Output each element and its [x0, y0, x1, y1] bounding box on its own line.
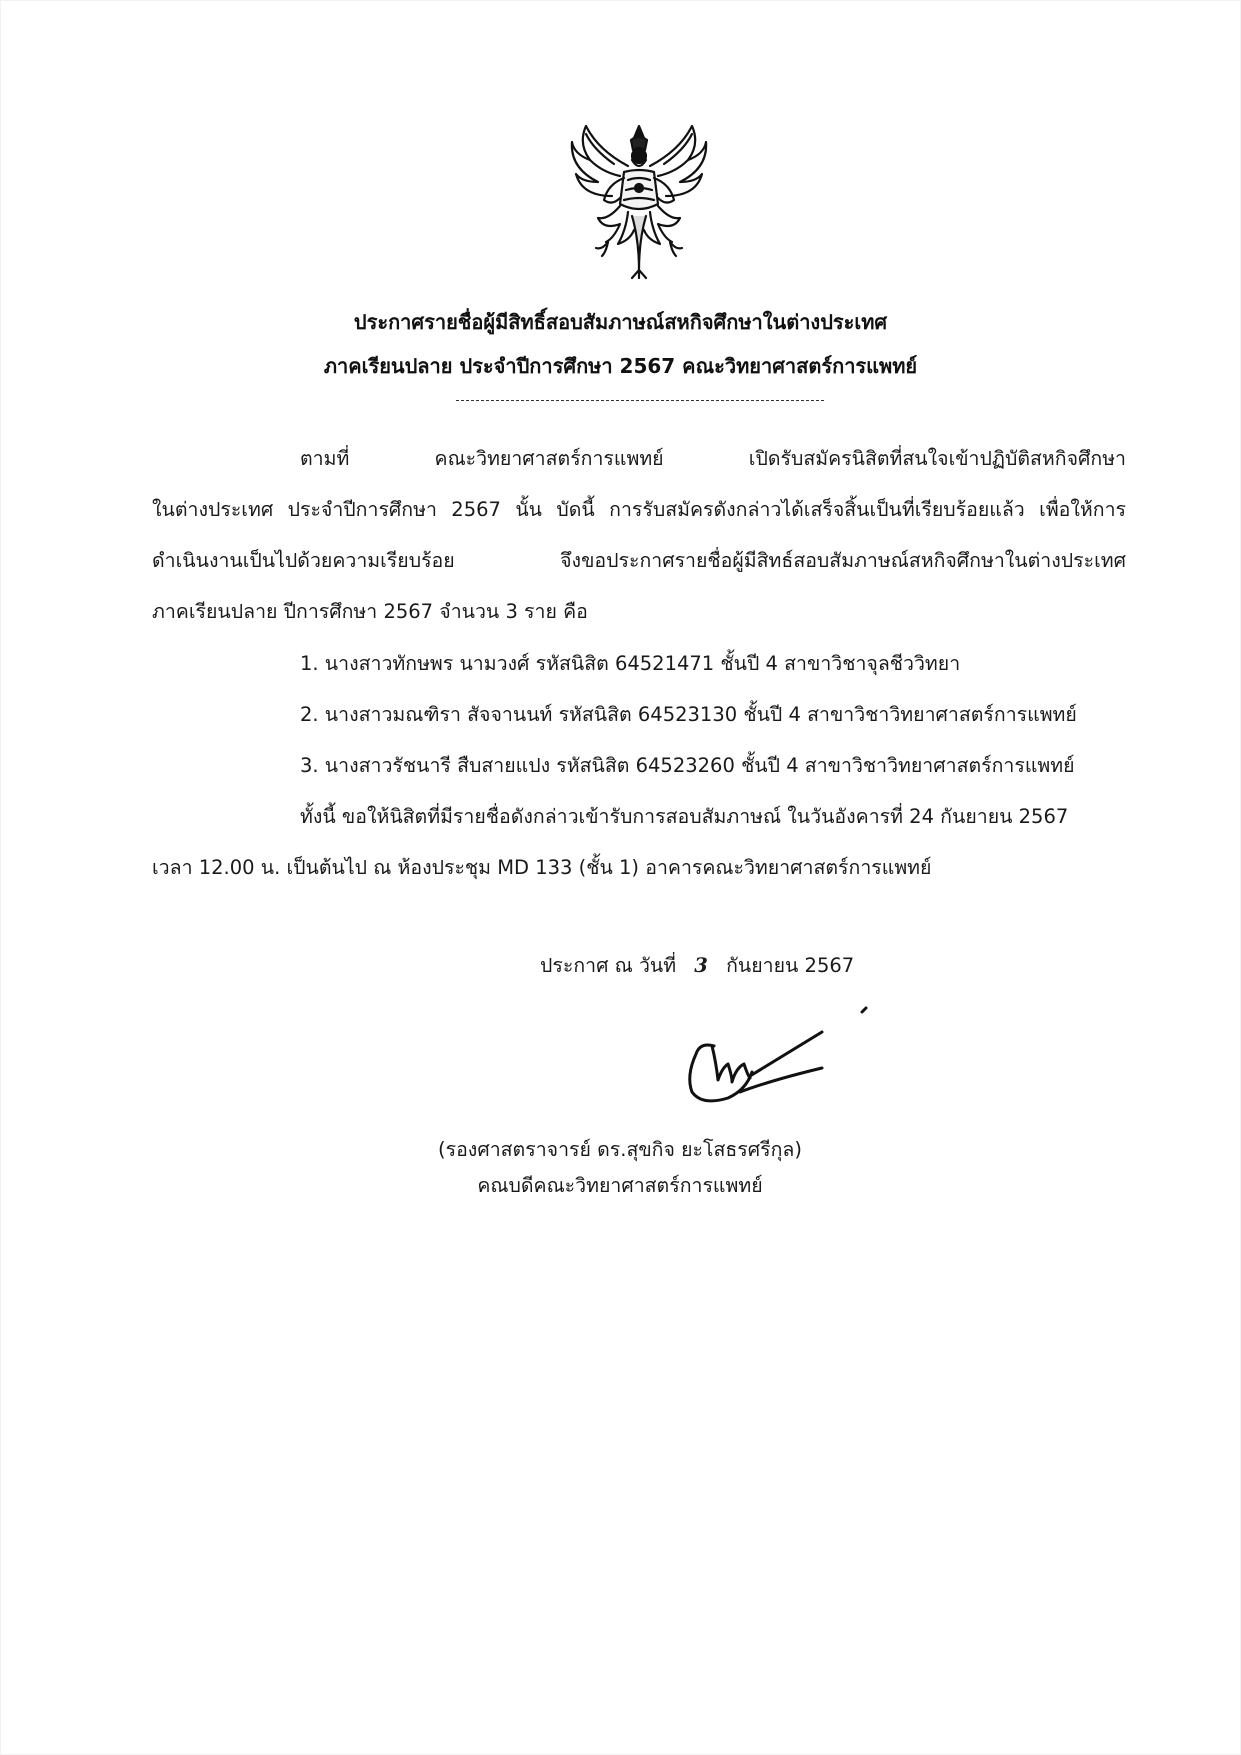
paragraph-1-line-3: ดำเนินงานเป็นไปด้วยความเรียบร้อย จึงขอประกาศรายชื่อผู้มีสิทธ์สอบสัมภาษณ์สหกิจศึกษาในต่างประเทศ — [152, 549, 1126, 572]
list-item-student-3: 3. นางสาวรัชนารี สืบสายแปง รหัสนิสิต 64523260 ชั้นปี 4 สาขาวิชาวิทยาศาสตร์การแพทย์ — [300, 754, 1075, 777]
title-line-2: ภาคเรียนปลาย ประจำปีการศึกษา 2567 คณะวิทยาศาสตร์การแพทย์ — [323, 354, 918, 378]
title-line-1: ประกาศรายชื่อผู้มีสิทธิ์สอบสัมภาษณ์สหกิจศึกษาในต่างประเทศ — [353, 310, 888, 334]
signature-mark — [676, 1006, 876, 1128]
date-prefix: ประกาศ ณ วันที่ — [540, 954, 677, 977]
list-item-student-2: 2. นางสาวมณฑิรา สัจจานนท์ รหัสนิสิต 64523130 ชั้นปี 4 สาขาวิชาวิทยาศาสตร์การแพทย์ — [300, 703, 1077, 726]
paragraph-1-line-4: ภาคเรียนปลาย ปีการศึกษา 2567 จำนวน 3 ราย คือ — [152, 600, 588, 623]
announcement-date — [540, 950, 854, 981]
title-divider — [456, 400, 824, 401]
date-suffix: กันยายน 2567 — [726, 954, 855, 977]
signatory-name: (รองศาสตราจารย์ ดร.สุขกิจ ยะโสธรศรีกุล) — [438, 1138, 802, 1161]
signatory-position: คณบดีคณะวิทยาศาสตร์การแพทย์ — [477, 1174, 763, 1197]
paragraph-1-line-2: ในต่างประเทศ ประจำปีการศึกษา 2567 นั้น บัดนี้ การรับสมัครดังกล่าวได้เสร็จสิ้นเป็นที่เรียบร้อยแล้ว เพื่อให้การ — [152, 498, 1126, 521]
date-day: 3 — [694, 954, 708, 977]
paragraph-1-line-1: ตามที่ คณะวิทยาศาสตร์การแพทย์ เปิดรับสมัครนิสิตที่สนใจเข้าปฏิบัติสหกิจศึกษา — [300, 447, 1126, 470]
paragraph-2-line-2: เวลา 12.00 น. เป็นต้นไป ณ ห้องประชุม MD 133 (ชั้น 1) อาคารคณะวิทยาศาสตร์การแพทย์ — [152, 856, 932, 879]
garuda-emblem-icon — [568, 120, 710, 280]
paragraph-2-line-1: ทั้งนี้ ขอให้นิสิตที่มีรายชื่อดังกล่าวเข้ารับการสอบสัมภาษณ์ ในวันอังคารที่ 24 กันยายน 2567 — [300, 805, 1069, 828]
list-item-student-1: 1. นางสาวทักษพร นามวงศ์ รหัสนิสิต 64521471 ชั้นปี 4 สาขาวิชาจุลชีววิทยา — [300, 652, 961, 675]
